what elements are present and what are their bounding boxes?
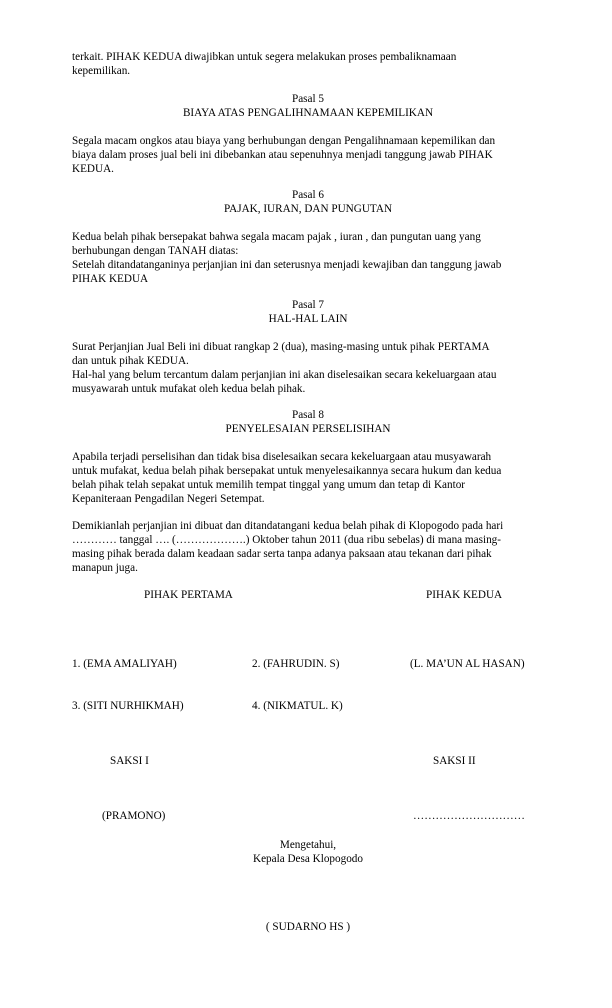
- intro-paragraph: [72, 50, 544, 78]
- pasal-6-number: Pasal 6: [291, 189, 324, 201]
- pihak-kedua-heading: PIHAK KEDUA: [426, 589, 503, 601]
- body-line: Segala macam ongkos atau biaya yang berhubungan dengan Pengalihnamaan kepemilikan dan: [72, 135, 496, 147]
- pasal-5-number: Pasal 5: [291, 93, 324, 105]
- saksi-2-heading: SAKSI II: [433, 755, 476, 767]
- saksi-2-name: …………………………: [413, 810, 525, 822]
- body-line: Setelah ditandatanganinya perjanjian ini dan seterusnya menjadi kewajiban dan tanggung jawab: [72, 259, 502, 271]
- signer-kedua: (L. MA’UN AL HASAN): [410, 658, 525, 670]
- body-line: berhubungan dengan TANAH diatas:: [72, 245, 239, 257]
- pasal-8-number: Pasal 8: [291, 409, 324, 421]
- body-line: Kedua belah pihak bersepakat bahwa segala macam pajak , iuran , dan pungutan uang yang: [72, 231, 481, 243]
- pasal-6-title: PAJAK, IURAN, DAN PUNGUTAN: [223, 203, 393, 215]
- kepala-desa-name: ( SUDARNO HS ): [265, 921, 351, 933]
- kepala-desa-label: Kepala Desa Klopogodo: [253, 853, 363, 865]
- body-line: dan untuk pihak KEDUA.: [72, 355, 189, 367]
- pasal-5-title: BIAYA ATAS PENGALIHNAMAAN KEPEMILIKAN: [182, 107, 434, 119]
- body-line: musyawarah untuk mufakat oleh kedua belah pihak.: [72, 383, 306, 395]
- pasal-7-body: [72, 340, 544, 396]
- saksi-1-heading: SAKSI I: [110, 755, 149, 767]
- signer-4: 4. (NIKMATUL. K): [252, 700, 343, 712]
- signer-2: 2. (FAHRUDIN. S): [252, 658, 340, 670]
- pihak-pertama-heading: PIHAK PERTAMA: [144, 589, 233, 601]
- body-line: KEDUA.: [72, 163, 114, 175]
- pasal-7-number: Pasal 7: [291, 299, 324, 311]
- body-line: Surat Perjanjian Jual Beli ini dibuat rangkap 2 (dua), masing-masing untuk pihak PERTAMA: [72, 341, 490, 353]
- saksi-1-name: (PRAMONO): [102, 810, 166, 822]
- mengetahui-label: Mengetahui,: [279, 839, 337, 851]
- signer-3: 3. (SITI NURHIKMAH): [72, 700, 184, 712]
- pasal-6-body: [72, 230, 544, 286]
- body-line: PIHAK KEDUA: [72, 273, 149, 285]
- pasal-7-title: HAL-HAL LAIN: [268, 313, 348, 325]
- body-line: belah pihak telah sepakat untuk memilih tempat tinggal yang umum dan tetap di Kantor: [72, 479, 466, 491]
- body-line: Hal-hal yang belum tercantum dalam perjanjian ini akan diselesaikan secara kekeluargaan atau: [72, 369, 497, 381]
- pasal-8-title: PENYELESAIAN PERSELISIHAN: [225, 423, 391, 435]
- body-line: Kepaniteraan Pengadilan Negeri Setempat.: [72, 493, 265, 505]
- body-line: manapun juga.: [72, 562, 138, 574]
- closing-paragraph: [72, 519, 544, 575]
- intro-line: terkait. PIHAK KEDUA diwajibkan untuk segera melakukan proses pembaliknamaan: [72, 51, 457, 63]
- body-line: biaya dalam proses jual beli ini dibebankan atau sepenuhnya menjadi tanggung jawab PIHAK: [72, 149, 493, 161]
- intro-line: kepemilikan.: [72, 65, 131, 77]
- signer-1: 1. (EMA AMALIYAH): [72, 658, 177, 670]
- body-line: Apabila terjadi perselisihan dan tidak bisa diselesaikan secara kekeluargaan atau musyawarah: [72, 451, 492, 463]
- body-line: untuk mufakat, kedua belah pihak bersepakat untuk menyelesaikannya secara hukum dan kedua: [72, 465, 502, 477]
- pasal-8-body: [72, 450, 544, 506]
- pasal-5-body: [72, 134, 544, 176]
- body-line: masing pihak berada dalam keadaan sadar serta tanpa adanya paksaan atau tekanan dari pihak: [72, 548, 492, 560]
- body-line: ………… tanggal …. (……………….) Oktober tahun 2011 (dua ribu sebelas) di mana masing-: [72, 534, 501, 546]
- body-line: Demikianlah perjanjian ini dibuat dan ditandatangani kedua belah pihak di Klopogodo pada hari: [72, 520, 504, 532]
